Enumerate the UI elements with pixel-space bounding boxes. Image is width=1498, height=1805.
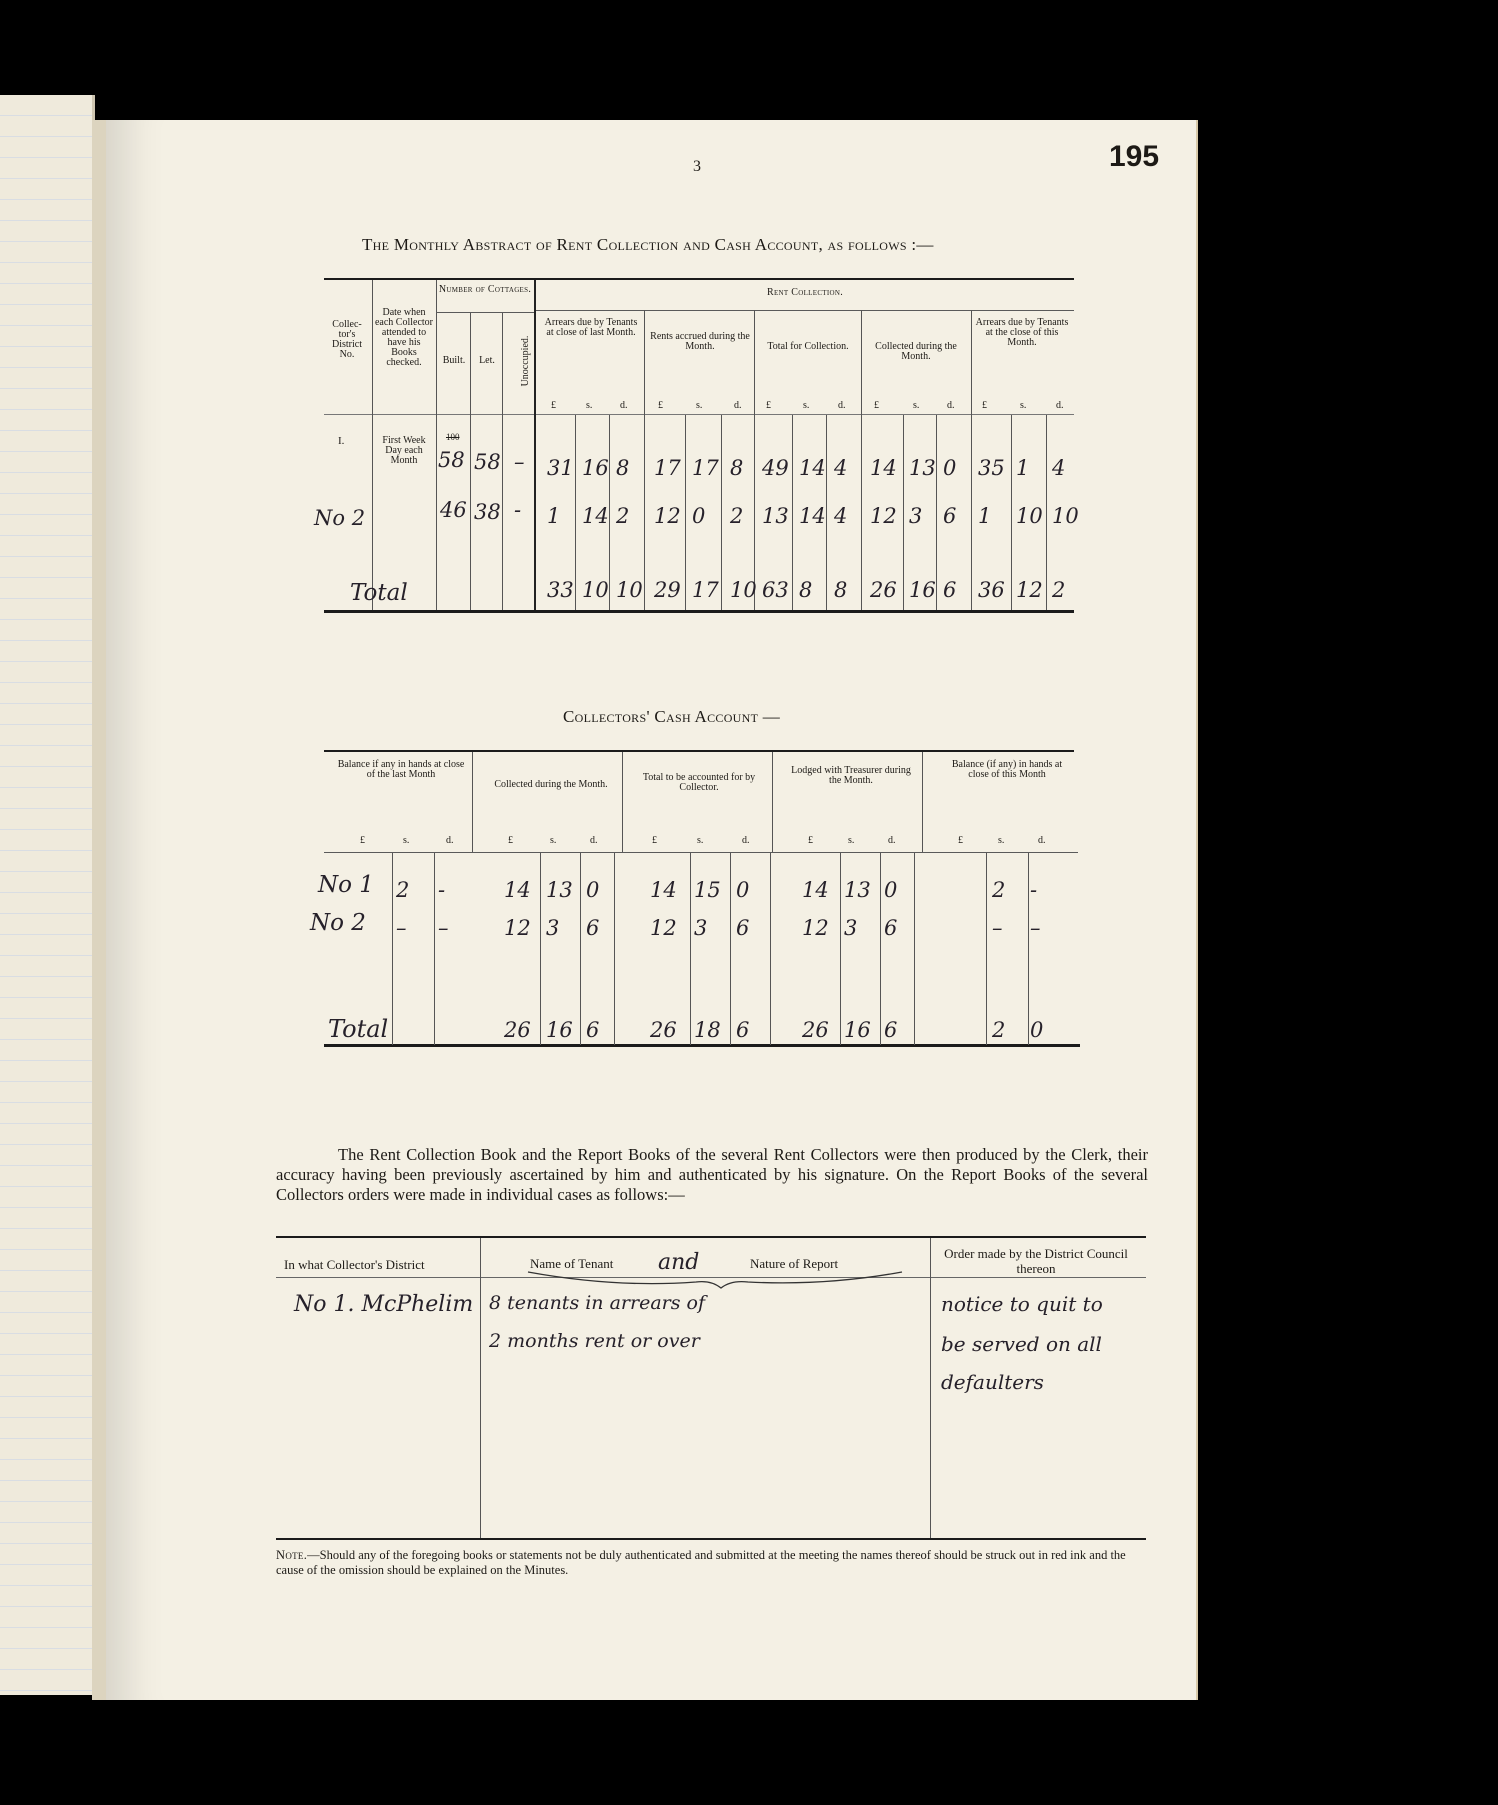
abstract-row2-cell: 10 — [1052, 504, 1079, 528]
lsd-label: £ — [652, 835, 657, 846]
abstract-total-cell: 26 — [870, 578, 897, 602]
cash-row2-cell: – — [396, 916, 407, 940]
lsd-label: d. — [742, 835, 750, 846]
cash-row2-cell: 6 — [586, 916, 600, 940]
cash-column-rule — [880, 853, 881, 1045]
cash-total-cell: 18 — [694, 1018, 721, 1042]
lsd-label: s. — [1020, 400, 1027, 411]
abstract-row2-cell: 3 — [909, 504, 923, 528]
row1-built: 58 — [438, 448, 465, 472]
lsd-label: £ — [958, 835, 963, 846]
lsd-label: £ — [982, 400, 987, 411]
lsd-label: £ — [766, 400, 771, 411]
abstract-total-cell: 6 — [943, 578, 957, 602]
abstract-total-cell: 8 — [834, 578, 848, 602]
cash-column-rule — [1028, 853, 1029, 1045]
abstract-row1-cell: 14 — [799, 456, 826, 480]
row2-built: 46 — [440, 498, 467, 522]
cash-row1-cell: 2 — [992, 878, 1006, 902]
lsd-label: d. — [590, 835, 598, 846]
cash-total-cell: 26 — [504, 1018, 531, 1042]
page-number-stamp: 195 — [1109, 140, 1160, 173]
cash-column-rule — [540, 853, 541, 1045]
cash-total-cell: 16 — [546, 1018, 573, 1042]
col-arrears-prev-header: Arrears due by Tenants at close of last Month. — [544, 317, 638, 338]
row1-built-struck: 100 — [446, 432, 460, 442]
abstract-total-cell: 12 — [1016, 578, 1043, 602]
cash-row2-cell: 12 — [504, 916, 531, 940]
col-cottages-header: Number of Cottages. — [438, 284, 532, 295]
cash-row2-cell: – — [1030, 916, 1041, 940]
lsd-label: d. — [620, 400, 628, 411]
cash-title: Collectors' Cash Account — — [563, 707, 781, 726]
abstract-row2-cell: 1 — [547, 504, 561, 528]
row1-let: 58 — [474, 450, 501, 474]
cash-column-rule — [392, 853, 393, 1045]
cash-row1-cell: 15 — [694, 878, 721, 902]
cash-column-rule — [614, 853, 615, 1045]
lsd-label: s. — [913, 400, 920, 411]
abstract-total-cell: 10 — [616, 578, 643, 602]
col-unoccupied-header: Unoccupied. — [520, 335, 531, 387]
cash-column-rule — [986, 853, 987, 1045]
abstract-row2-cell: 2 — [616, 504, 630, 528]
report-row-order-3: defaulters — [941, 1370, 1044, 1394]
col-cash-total-header: Total to be accounted for by Collector. — [642, 772, 756, 793]
col-arrears-close-header: Arrears due by Tenants at the close of this Month. — [975, 317, 1069, 348]
lsd-label: s. — [586, 400, 593, 411]
cash-row2-cell: 3 — [546, 916, 560, 940]
col-balance-prev-header: Balance if any in hands at close of the last Month — [337, 759, 465, 780]
abstract-row1-cell: 4 — [1052, 456, 1066, 480]
ledger-page — [106, 120, 1196, 1700]
abstract-row2-cell: 2 — [730, 504, 744, 528]
cash-column-rule — [690, 853, 691, 1045]
report-row-tenant-1: 8 tenants in arrears of — [489, 1292, 705, 1314]
col-built-header: Built. — [442, 355, 466, 366]
rent-collection-header: Rent Collection. — [766, 287, 843, 298]
report-col-and: and — [658, 1250, 700, 1275]
cash-total-label: Total — [328, 1015, 389, 1043]
cash-total-cell: 26 — [802, 1018, 829, 1042]
abstract-row1-cell: 49 — [762, 456, 789, 480]
cash-row1-cell: 14 — [802, 878, 829, 902]
lsd-label: s. — [697, 835, 704, 846]
row1-district: I. — [338, 435, 345, 447]
lsd-label: s. — [550, 835, 557, 846]
cash-row1-cell: 13 — [844, 878, 871, 902]
cash-row1-cell: - — [438, 878, 446, 902]
abstract-total-cell: 10 — [730, 578, 757, 602]
lsd-label: d. — [888, 835, 896, 846]
abstract-row2-cell: 4 — [834, 504, 848, 528]
cash-total-cell: 0 — [1030, 1018, 1044, 1042]
abstract-total-cell: 2 — [1052, 578, 1066, 602]
col-let-header: Let. — [479, 355, 495, 366]
lsd-label: £ — [874, 400, 879, 411]
lsd-label: s. — [696, 400, 703, 411]
lsd-label: s. — [803, 400, 810, 411]
abstract-row2-cell: 12 — [870, 504, 897, 528]
cash-row1-label: No 1 — [318, 872, 374, 898]
abstract-total-cell: 36 — [978, 578, 1005, 602]
abstract-row1-cell: 35 — [978, 456, 1005, 480]
lsd-label: d. — [446, 835, 454, 846]
row2-let: 38 — [474, 500, 501, 524]
lsd-label: d. — [838, 400, 846, 411]
cash-column-rule — [914, 853, 915, 1045]
lsd-label: £ — [808, 835, 813, 846]
abstract-row2-cell: 12 — [654, 504, 681, 528]
abstract-row2-cell: 13 — [762, 504, 789, 528]
abstract-total-cell: 33 — [547, 578, 574, 602]
abstract-row2-cell: 0 — [692, 504, 706, 528]
abstract-total-cell: 63 — [762, 578, 789, 602]
report-row-order-2: be served on all — [941, 1332, 1102, 1356]
abstract-total-cell: 16 — [909, 578, 936, 602]
abstract-row2-cell: 14 — [799, 504, 826, 528]
abstract-row2-cell: 14 — [582, 504, 609, 528]
cash-row1-cell: 14 — [504, 878, 531, 902]
header-brace — [526, 1268, 906, 1290]
cash-row2-cell: 6 — [884, 916, 898, 940]
lsd-label: £ — [658, 400, 663, 411]
lsd-label: s. — [998, 835, 1005, 846]
col-lodged-header: Lodged with Treasurer during the Month. — [791, 765, 911, 786]
abstract-row1-cell: 1 — [1016, 456, 1030, 480]
col-cash-collected-header: Collected during the Month. — [494, 779, 608, 790]
abstract-row1-cell: 8 — [616, 456, 630, 480]
footer-note — [276, 1548, 1146, 1578]
cash-row2-cell: 6 — [736, 916, 750, 940]
cash-row2-cell: 12 — [650, 916, 677, 940]
lsd-label: s. — [403, 835, 410, 846]
lsd-label: d. — [947, 400, 955, 411]
col-collected-header: Collected during the Month. — [875, 341, 957, 362]
cash-row2-cell: – — [992, 916, 1003, 940]
abstract-row1-cell: 31 — [547, 456, 574, 480]
abstract-total-cell: 17 — [692, 578, 719, 602]
report-row-district: No 1. McPhelim — [294, 1292, 474, 1317]
left-page-edge — [0, 95, 95, 1695]
abstract-total-cell: 10 — [582, 578, 609, 602]
cash-row2-label: No 2 — [310, 910, 366, 936]
report-col-district: In what Collector's District — [284, 1257, 425, 1272]
abstract-row2-cell: 10 — [1016, 504, 1043, 528]
abstract-row1-cell: 16 — [582, 456, 609, 480]
col-district-header: Collec-tor's District No. — [332, 319, 362, 360]
cash-row1-cell: 2 — [396, 878, 410, 902]
lsd-label: s. — [848, 835, 855, 846]
note-text: —Should any of the foregoing books or statements not be duly authenticated and submitted at the meeting the names thereof should be struck out in red ink and the cause of the omission should be explained on the Minutes. — [276, 1548, 1126, 1577]
cash-column-rule — [770, 853, 771, 1045]
cash-row2-cell: 3 — [694, 916, 708, 940]
abstract-row1-cell: 14 — [870, 456, 897, 480]
report-col-order: Order made by the District Council thereon — [944, 1246, 1128, 1276]
lsd-label: £ — [551, 400, 556, 411]
abstract-title: The Monthly Abstract of Rent Collection and Cash Account, as follows :— — [362, 235, 934, 254]
cash-row1-cell: 0 — [736, 878, 750, 902]
lsd-label: £ — [360, 835, 365, 846]
cash-total-cell: 6 — [736, 1018, 750, 1042]
cash-column-rule — [434, 853, 435, 1045]
book-gutter — [92, 120, 106, 1700]
lsd-label: d. — [734, 400, 742, 411]
cash-row2-cell: 3 — [844, 916, 858, 940]
cash-total-cell: 2 — [992, 1018, 1006, 1042]
cash-row1-cell: 0 — [586, 878, 600, 902]
cash-row2-cell: – — [438, 916, 449, 940]
abstract-total-cell: 29 — [654, 578, 681, 602]
cash-row1-cell: 13 — [546, 878, 573, 902]
row1-date: First Week Day each Month — [382, 435, 426, 466]
cash-column-rule — [840, 853, 841, 1045]
lsd-label: £ — [508, 835, 513, 846]
row1-unoccupied: – — [514, 450, 525, 474]
cash-column-rule — [730, 853, 731, 1045]
cash-row2-cell: 12 — [802, 916, 829, 940]
abstract-row1-cell: 17 — [692, 456, 719, 480]
abstract-row1-cell: 4 — [834, 456, 848, 480]
cash-column-rule — [580, 853, 581, 1045]
cash-total-cell: 16 — [844, 1018, 871, 1042]
report-paragraph: The Rent Collection Book and the Report Books of the several Rent Collectors were then produced by the Clerk, their accuracy having been previously ascertained by him and authenticated by his signature. On the Report Books of the several Collectors orders were made in individual cases as follows:— — [276, 1145, 1148, 1204]
abstract-row2-cell: 6 — [943, 504, 957, 528]
abstract-row2-cell: 1 — [978, 504, 992, 528]
page-number: 3 — [693, 158, 701, 175]
row2-unoccupied: - — [514, 498, 522, 522]
report-col-nature: Nature of Report — [750, 1256, 839, 1271]
col-rents-accrued-header: Rents accrued during the Month. — [650, 331, 750, 352]
abstract-row1-cell: 13 — [909, 456, 936, 480]
abstract-total-label: Total — [350, 580, 408, 606]
report-row-tenant-2: 2 months rent or over — [489, 1330, 700, 1352]
abstract-row1-cell: 8 — [730, 456, 744, 480]
abstract-row1-cell: 17 — [654, 456, 681, 480]
lsd-label: d. — [1038, 835, 1046, 846]
row2-district: No 2 — [314, 506, 366, 530]
col-total-collection-header: Total for Collection. — [767, 341, 849, 352]
cash-total-cell: 26 — [650, 1018, 677, 1042]
abstract-row1-cell: 0 — [943, 456, 957, 480]
report-row-order-1: notice to quit to — [941, 1292, 1103, 1316]
cash-row1-cell: 14 — [650, 878, 677, 902]
lsd-label: d. — [1056, 400, 1064, 411]
note-label: Note. — [276, 1548, 308, 1562]
report-col-tenant: Name of Tenant — [530, 1256, 614, 1271]
cash-row1-cell: 0 — [884, 878, 898, 902]
col-balance-close-header: Balance (if any) in hands at close of this Month — [951, 759, 1063, 780]
cash-row1-cell: - — [1030, 878, 1038, 902]
abstract-total-cell: 8 — [799, 578, 813, 602]
cash-total-cell: 6 — [884, 1018, 898, 1042]
col-date-header: Date when each Collector attended to have his Books checked. — [374, 307, 434, 368]
cash-total-cell: 6 — [586, 1018, 600, 1042]
